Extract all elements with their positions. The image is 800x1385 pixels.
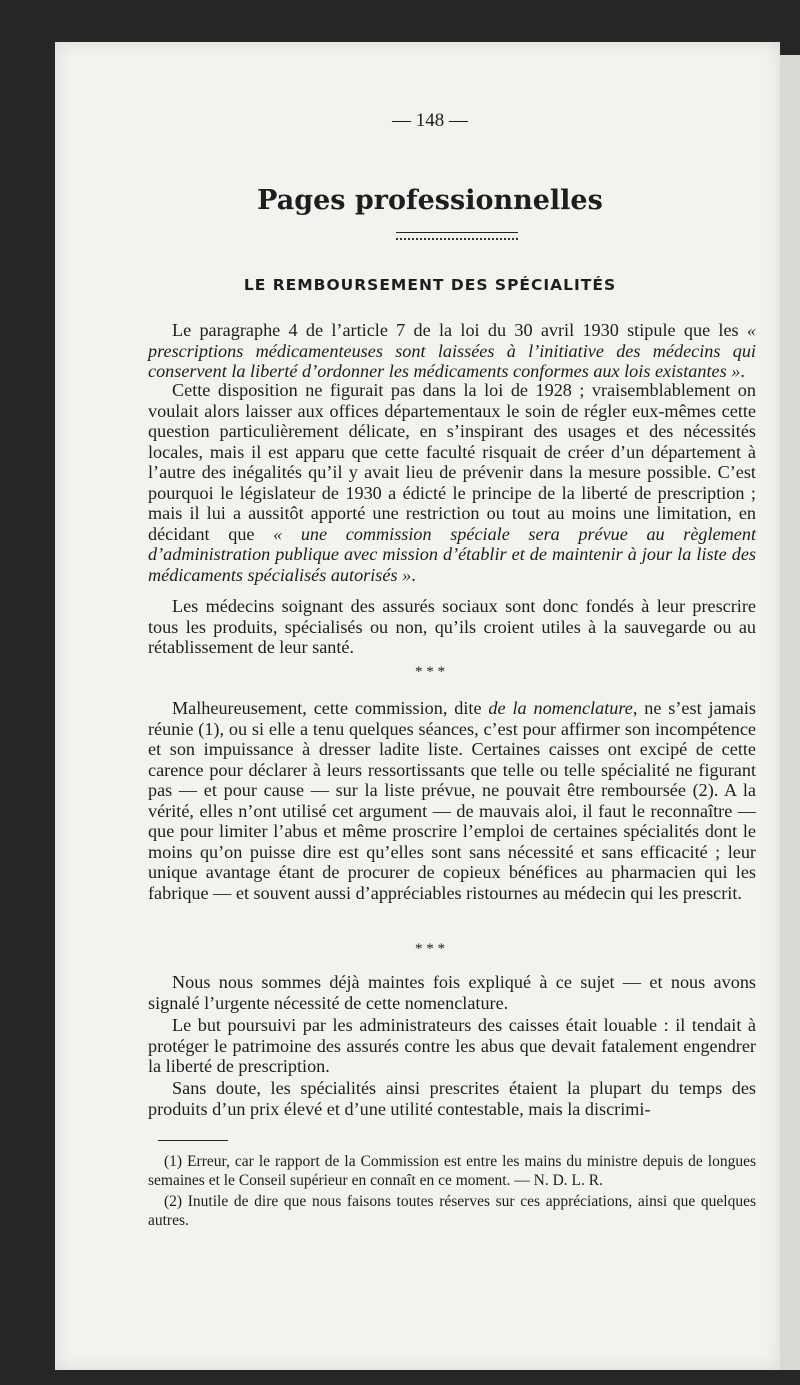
page-edge (780, 55, 800, 1370)
paragraph-4-rest: , ne s’est jamais réunie (1), ou si elle a tenu quelques séances, c’est pour affirmer son incompétence et son impuissance à dresser ladite liste. Certaines caisses ont excipé de cette carence pour déclarer à leurs ressortissants que telle ou telle spécialité ne figurant pas — et pour cause — sur la liste prévue, ne pouvait être remboursée (2). A la vérité, elles n’ont utilisé cet argument — de mauvais aloi, il faut le reconnaître — que pour limiter l’abus et même proscrire l’emploi de certaines spécialités dont le moins qu’on puisse dire est qu’elles sont sans nécessité et sans efficacité ; leur unique avantage étant de procurer de copieux bénéfices au pharmacien qui les fabrique — et souvent aussi d’appréciables ristournes au médecin qui les prescrit. (148, 698, 756, 903)
paragraph-3: Les médecins soignant des assurés sociaux sont donc fondés à leur prescrire tous les produits, spécialisés ou non, qu’ils croient utiles à la sauvegarde ou au rétablissement de leur santé. (148, 596, 756, 657)
footnote-rule (158, 1140, 228, 1141)
paragraph-5: Nous nous sommes déjà maintes fois expliqué à ce sujet — et nous avons signalé l’urgente nécessité de cette nomenclature. (148, 972, 756, 1013)
title-rule-dotted (396, 238, 518, 240)
paragraph-7: Sans doute, les spécialités ainsi prescrites étaient la plupart du temps des produits d’un prix élevé et d’une utilité contestable, mais la discrimi- (148, 1078, 756, 1119)
paragraph-2-end: . (411, 564, 416, 585)
paragraph-1-end: . (740, 361, 745, 381)
section-title: Pages professionnelles (257, 185, 603, 216)
paragraph-1-quote: « prescriptions médicamenteuses sont laissées à l’initiative des médecins qui conservent la liberté d’ordonner les médicaments conformes aux lois existantes » (148, 320, 756, 381)
section-separator: * * * (415, 941, 445, 957)
article-heading: LE REMBOURSEMENT DES SPÉCIALITÉS (243, 276, 617, 294)
footnote-2: (2) Inutile de dire que nous faisons toutes réserves sur ces appréciations, ainsi que quelques autres. (148, 1193, 756, 1229)
paragraph-2-quote: « une commission spéciale sera prévue au règlement d’administration publique avec mission d’établir et de maintenir à jour la liste des médicaments spécialisés autorisés » (148, 523, 756, 585)
paragraph-1 (148, 320, 756, 382)
footnote-1: (1) Erreur, car le rapport de la Commission est entre les mains du ministre depuis de longues semaines et le Conseil supérieur en connaît en ce moment. — N. D. L. R. (148, 1153, 756, 1189)
paragraph-4 (148, 698, 756, 903)
section-separator: * * * (415, 664, 445, 680)
paragraph-6: Le but poursuivi par les administrateurs des caisses était louable : il tendait à protéger le patrimoine des assurés contre les abus que devait fatalement engendrer la liberté de prescription. (148, 1015, 756, 1076)
paragraph-4-italic: de la nomenclature (488, 698, 633, 718)
page-number: — 148 — (392, 110, 468, 131)
title-rule (396, 232, 518, 233)
paragraph-4-text: Malheureusement, cette commission, dite (172, 698, 489, 718)
paragraph-2 (148, 380, 756, 585)
paragraph-1-text: Le paragraphe 4 de l’article 7 de la loi du 30 avril 1930 stipule que les (172, 320, 747, 340)
paragraph-2-text: Cette disposition ne figurait pas dans la loi de 1928 ; vraisemblablement on voulait alors laisser aux offices départementaux le soin de régler eux-mêmes cette question particulièrement délicate, en s’inspirant des usages et des nécessités locales, mais il est apparu que cette faculté risquait de créer d’un département à l’autre des inégalités qu’il y avait lieu de prévenir dans la mesure possible. C’est pourquoi le législateur de 1930 a édicté le principe de la liberté de prescription ; mais il lui a aussitôt apporté une restriction ou tout au moins une limitation, en décidant que (148, 380, 756, 544)
